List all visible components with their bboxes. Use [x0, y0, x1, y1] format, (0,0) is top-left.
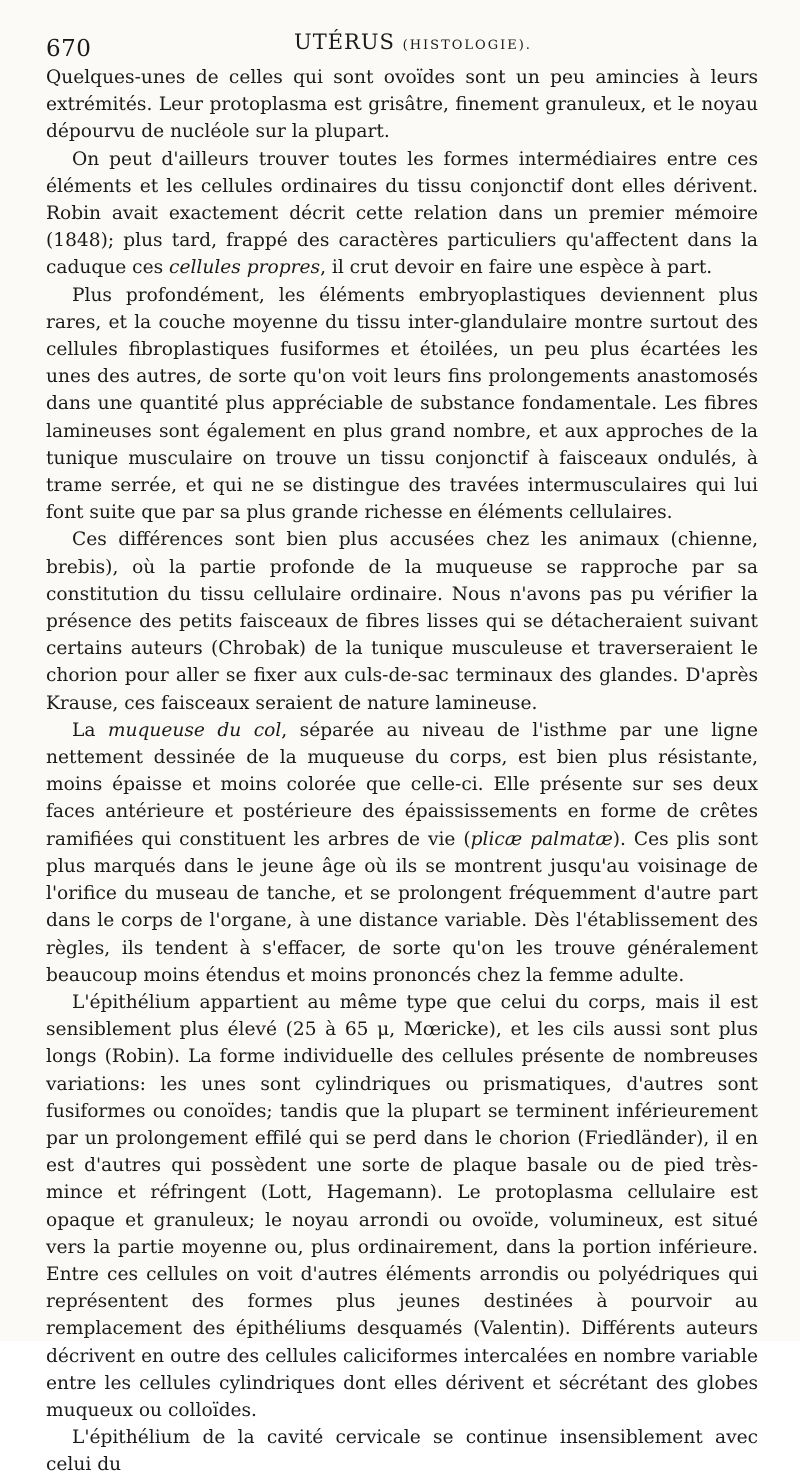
italic-text: plicæ palmatæ [470, 828, 613, 850]
paragraph [46, 64, 758, 146]
page-header [46, 26, 760, 66]
paragraph [46, 717, 758, 989]
paragraph [46, 146, 758, 282]
paragraph-text: , séparée au niveau de l'isthme par une ligne nettement dessinée de la muqueuse du corps, est bien plus résistante, moins épaisse et moins colorée que celle-ci. Elle présente sur ses deux faces antérieure et postérieure des épaississements en forme de crêtes ramifiées qui constituent les arbres de vie ( [46, 719, 759, 850]
paragraph-text: , il crut devoir en faire une espèce à part. [320, 257, 713, 279]
paragraph [46, 1424, 758, 1478]
paragraph-text: On peut d'ailleurs trouver toutes les formes intermédiaires entre ces éléments et les cellules ordinaires du tissu conjonctif dont elles dérivent. Robin avait exactement décrit cette relation dans un premier mémoire (1848); plus tard, frappé des caractères particuliers qu'affectent dans la caduque ces [46, 148, 758, 279]
italic-text: muqueuse du col [107, 719, 282, 741]
paragraph [46, 526, 758, 716]
paragraph-text: La [72, 719, 108, 741]
paragraph-text: Plus profondément, les éléments embryoplastiques deviennent plus rares, et la couche moyenne du tissu inter-glandulaire montre surtout des cellules fibroplastiques fusiformes et étoilées, un peu plus écartées les unes des autres, de sorte qu'on voit leurs fins prolongements anastomosés dans une quantité plus appréciable de substance fondamentale. Les fibres lamineuses sont également en plus grand nombre, et aux approches de la tunique musculaire on trouve un tissu conjonctif à faisceaux ondulés, à trame serrée, et qui ne se distingue des travées intermusculaires qui lui font suite que par sa plus grande richesse en éléments cellulaires. [46, 284, 758, 524]
running-title [294, 30, 532, 54]
paragraph-text: Ces différences sont bien plus accusées chez les animaux (chienne, brebis), où la partie profonde de la muqueuse se rapproche par sa constitution du tissu cellulaire ordinaire. Nous n'avons pas pu vérifier la présence des petits faisceaux de fibres lisses qui se détacheraient suivant certains auteurs (Chrobak) de la tunique musculeuse et traverseraient le chorion pour aller se fixer aux culs-de-sac terminaux des glandes. D'après Krause, ces faisceaux seraient de nature lamineuse. [46, 529, 758, 714]
paragraph-text: L'épithélium appartient au même type que celui du corps, mais il est sensiblement plus élevé (25 à 65 μ, Mœricke), et les cils aussi sont plus longs (Robin). La forme individuelle des cellules présente de nombreuses variations: les unes sont cylindriques ou prismatiques, d'autres sont fusiformes ou conoïdes; tandis que la plupart se terminent inférieurement par un prolongement effilé qui se perd dans le chorion (Friedländer), il en est d'autres qui possèdent une sorte de plaque basale ou de pied très-mince et réfringent (Lott, Hagemann). Le protoplasma cellulaire est opaque et granuleux; le noyau arrondi ou ovoïde, volumineux, est situé vers la partie moyenne ou, plus ordinairement, dans la portion inférieure. Entre ces cellules on voit d'autres éléments arrondis ou polyédriques qui représentent des formes plus jeunes destinées à pourvoir au remplacement des épithéliums desquamés (Valentin). Différents auteurs décrivent en outre des cellules caliciformes intercalées en nombre variable entre les cellules cylindriques dont elles dérivent et sécrétant des globes muqueux ou colloïdes. [46, 991, 758, 1421]
running-title-main: UTÉRUS [294, 30, 395, 54]
italic-text: cellules propres [169, 257, 321, 279]
body-text [46, 64, 758, 1479]
paragraph-text: ). Ces plis sont plus marqués dans le jeune âge où ils se montrent jusqu'au voisinage de l'orifice du museau de tanche, et se prolongent fréquemment d'autre part dans le corps de l'organe, à une distance variable. Dès l'établissement des règles, ils tendent à s'effacer, de sorte qu'on les trouve généralement beaucoup moins étendus et moins prononcés chez la femme adulte. [46, 828, 758, 986]
page-number: 670 [46, 36, 92, 62]
paragraph [46, 989, 758, 1424]
paragraph-text: Quelques-unes de celles qui sont ovoïdes sont un peu amincies à leurs extrémités. Leur protoplasma est grisâtre, finement granuleux, et le noyau dépourvu de nucléole sur la plupart. [46, 67, 758, 143]
paragraph-text: L'épithélium de la cavité cervicale se continue insensiblement avec celui du [46, 1427, 758, 1476]
running-title-subtitle: (HISTOLOGIE). [402, 38, 532, 53]
paragraph [46, 282, 758, 527]
